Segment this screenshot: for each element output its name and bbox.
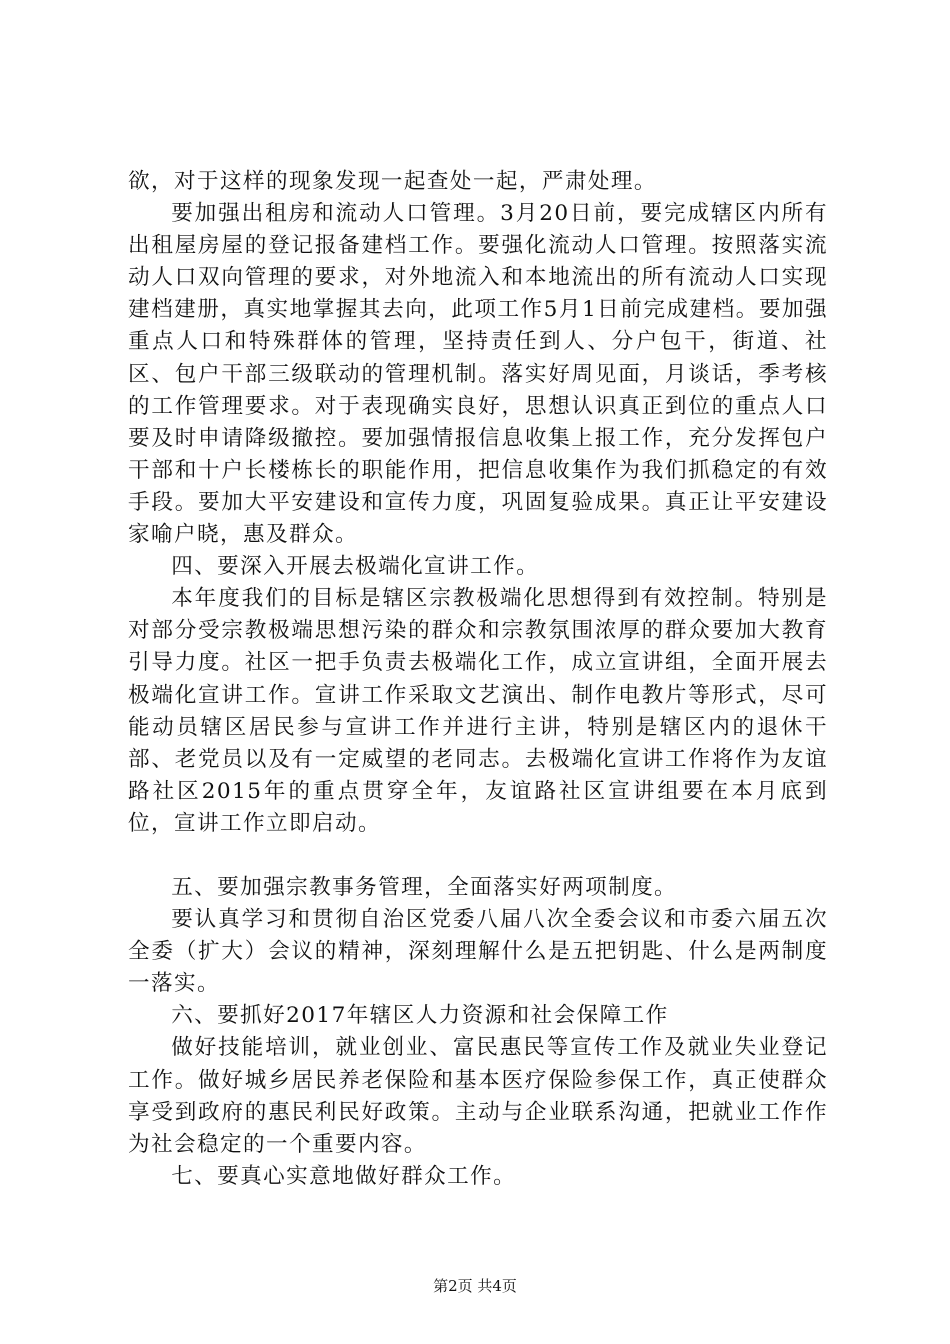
paragraph-religious-affairs: 要认真学习和贯彻自治区党委八届八次全委会议和市委六届五次全委（扩大）会议的精神，深刻理解什么是五把钥匙、什么是两制度一落实。 [128,907,828,997]
paragraph-deradicalization: 本年度我们的目标是辖区宗教极端化思想得到有效控制。特别是对部分受宗教极端思想污染的群众和宗教氛围浓厚的群众要加大教育引导力度。社区一把手负责去极端化工作，成立宣讲组，全面开展去极端化宣讲工作。宣讲工作采取文艺演出、制作电教片等形式，尽可能动员辖区居民参与宣讲工作并进行主讲，特别是辖区内的退休干部、老党员以及有一定威望的老同志。去极端化宣讲工作将作为友谊路社区2015年的重点贯穿全年，友谊路社区宣讲组要在本月底到位，宣讲工作立即启动。 [128,586,828,836]
section-heading-4: 四、要深入开展去极端化宣讲工作。 [171,554,540,580]
section-heading-5: 五、要加强宗教事务管理，全面落实好两项制度。 [171,874,678,900]
document-body [128,166,828,1193]
page-number-footer: 第2页 共4页 [433,1277,517,1295]
paragraph-social-security: 做好技能培训，就业创业、富民惠民等宣传工作及就业失业登记工作。做好城乡居民养老保险和基本医疗保险参保工作，真正使群众享受到政府的惠民利民好政策。主动与企业联系沟通，把就业工作作为社会稳定的一个重要内容。 [128,1035,828,1157]
section-heading-6: 六、要抓好2017年辖区人力资源和社会保障工作 [171,1003,669,1029]
paragraph-continuation: 欲，对于这样的现象发现一起查处一起，严肃处理。 [128,169,657,194]
section-heading-7: 七、要真心实意地做好群众工作。 [171,1163,517,1189]
paragraph-rental-housing: 要加强出租房和流动人口管理。3月20日前，要完成辖区内所有出租屋房屋的登记报备建档工作。要强化流动人口管理。按照落实流动人口双向管理的要求，对外地流入和本地流出的所有流动人口实现建档建册，真实地掌握其去向，此项工作5月1日前完成建档。要加强重点人口和特殊群体的管理，坚持责任到人、分户包干，街道、社区、包户干部三级联动的管理机制。落实好周见面，月谈话，季考核的工作管理要求。对于表现确实良好，思想认识真正到位的重点人口要及时申请降级撤控。要加强情报信息收集上报工作，充分发挥包户干部和十户长楼栋长的职能作用，把信息收集作为我们抓稳定的有效手段。要加大平安建设和宣传力度，巩固复验成果。真正让平安建设家喻户晓，惠及群众。 [128,201,828,548]
